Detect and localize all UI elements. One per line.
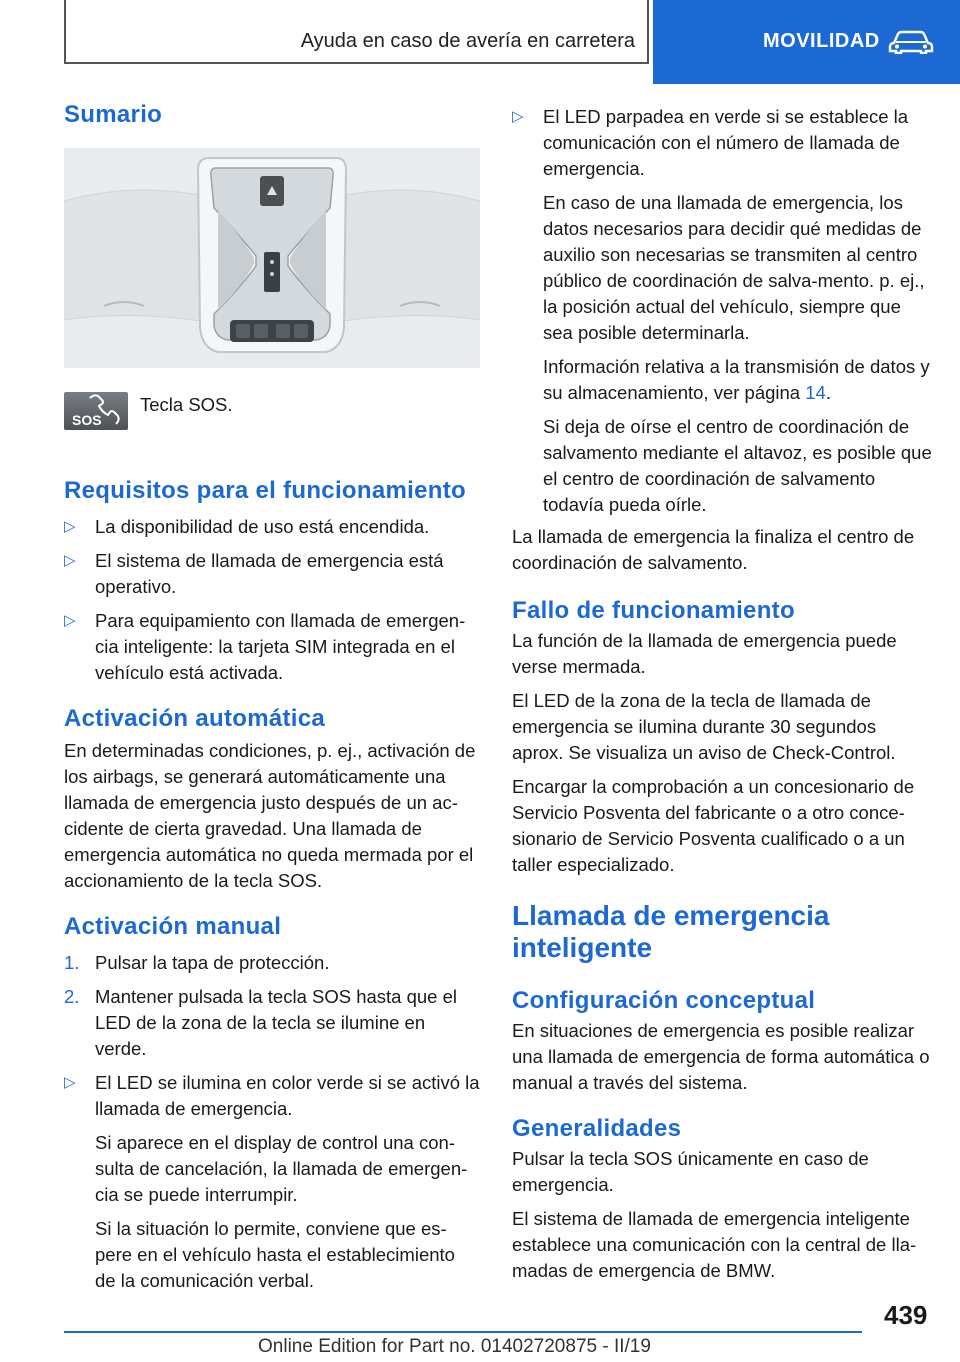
bullet-marker: ▷ (64, 518, 76, 535)
paragraph: En situaciones de emergencia es posible realizar una llamada de emergencia de forma automática o manual a través del sistema. (512, 1020, 930, 1093)
config-heading: Configuración conceptual (512, 987, 816, 1014)
car-icon (888, 30, 934, 54)
info-note: Si deja de oírse el centro de coordinación de salvamento mediante el altavoz, es posible que el centro de coordinación de salvamento todavía pueda oírle. (543, 416, 932, 515)
fallo-heading: Fallo de funcionamiento (512, 597, 795, 624)
bullet-marker: ▷ (64, 1074, 76, 1091)
svg-text:SOS: SOS (72, 412, 102, 428)
tab-movilidad[interactable] (653, 0, 960, 84)
paragraph: La llamada de emergencia la finaliza el centro de coordinación de salvamento. (512, 526, 915, 573)
left-column (64, 100, 480, 1294)
bullet-marker: ▷ (64, 552, 76, 569)
manual-note: Si la situación lo permite, conviene que es‐pere en el vehículo hasta el establecimiento de la comunicación verbal. (95, 1218, 455, 1291)
overhead-console-photo (64, 148, 480, 368)
tab-label: MOVILIDAD (763, 30, 880, 52)
sumario-heading: Sumario (64, 101, 163, 128)
manual-steps (64, 950, 480, 1294)
list-item: ▷ Para equipamiento con llamada de emergen‐cia inteligente: la tarjeta SIM integrada en el vehículo está activada. (64, 610, 466, 683)
footer-divider (64, 1331, 862, 1333)
paragraph: El sistema de llamada de emergencia inteligente establece una comunicación con la central de lla‐madas de emergencia de BMW. (512, 1208, 917, 1281)
paragraph: Encargar la comprobación a un concesionario de Servicio Posventa del fabricante o a otro conce‐sionario de Servicio Posventa cualificado o a un taller especializado. (512, 776, 915, 875)
auto-paragraph: En determinadas condiciones, p. ej., activación de los airbags, se generará automáticamente una llamada de emergencia justo después de un ac‐cidente de cierta gravedad. Una llamada de emergencia automática no queda mermada por el accionamiento de la tecla SOS. (64, 740, 476, 891)
list-item: ▷ El LED parpadea en verde si se establece la comunicación con el número de llamada de emergencia. (512, 106, 909, 179)
requisitos-list (64, 514, 480, 686)
page-number: 439 (884, 1300, 928, 1330)
manual-note: Si aparece en el display de control una con‐sulta de cancelación, la llamada de emergen‐cia se puede interrumpir. (95, 1132, 468, 1205)
requisitos-heading: Requisitos para el funcionamiento (64, 477, 466, 504)
list-item: 2. Mantener pulsada la tecla SOS hasta que el LED de la zona de la tecla se ilumine en verde. (64, 986, 458, 1059)
list-item: 1. Pulsar la tapa de protección. (64, 952, 330, 973)
sos-caption: Tecla SOS. (140, 394, 233, 415)
sos-key-row (64, 392, 480, 462)
edition-text: Online Edition for Part no. 01402720875 - II/19 (258, 1336, 651, 1357)
section-title: Ayuda en caso de avería en carretera (300, 30, 635, 52)
list-item: ▷ El LED se ilumina en color verde si se activó la llamada de emergencia. (64, 1072, 480, 1119)
info-note: Información relativa a la transmisión de datos y su almacenamiento, ver página 14. (543, 356, 930, 403)
sos-key-icon (64, 392, 128, 430)
auto-heading: Activación automática (64, 705, 326, 732)
bullet-marker: ▷ (512, 108, 524, 125)
list-item: ▷ El sistema de llamada de emergencia está operativo. (64, 550, 444, 597)
header-bar (64, 0, 649, 64)
generalidades-heading: Generalidades (512, 1115, 682, 1142)
list-item: ▷ La disponibilidad de uso está encendida. (64, 514, 480, 540)
info-note: En caso de una llamada de emergencia, los datos necesarios para decidir qué medidas de auxilio son necesarias se transmiten al centro público de coordinación de salva‐mento. p. ej., la posición actual del vehículo, siempre que sea posible determinarla. (543, 192, 925, 343)
manual-heading: Activación manual (64, 913, 282, 940)
right-column (512, 104, 932, 1284)
paragraph: El LED de la zona de la tecla de llamada de emergencia se ilumina durante 30 segundos aprox. Se visualiza un aviso de Check-Control. (512, 690, 896, 763)
bullet-marker: ▷ (64, 612, 76, 629)
page-link[interactable]: 14 (805, 382, 826, 403)
paragraph: La función de la llamada de emergencia puede verse mermada. (512, 630, 897, 677)
paragraph: Pulsar la tecla SOS únicamente en caso de emergencia. (512, 1148, 869, 1195)
inteligente-heading: Llamada de emergencia inteligente (512, 900, 830, 963)
